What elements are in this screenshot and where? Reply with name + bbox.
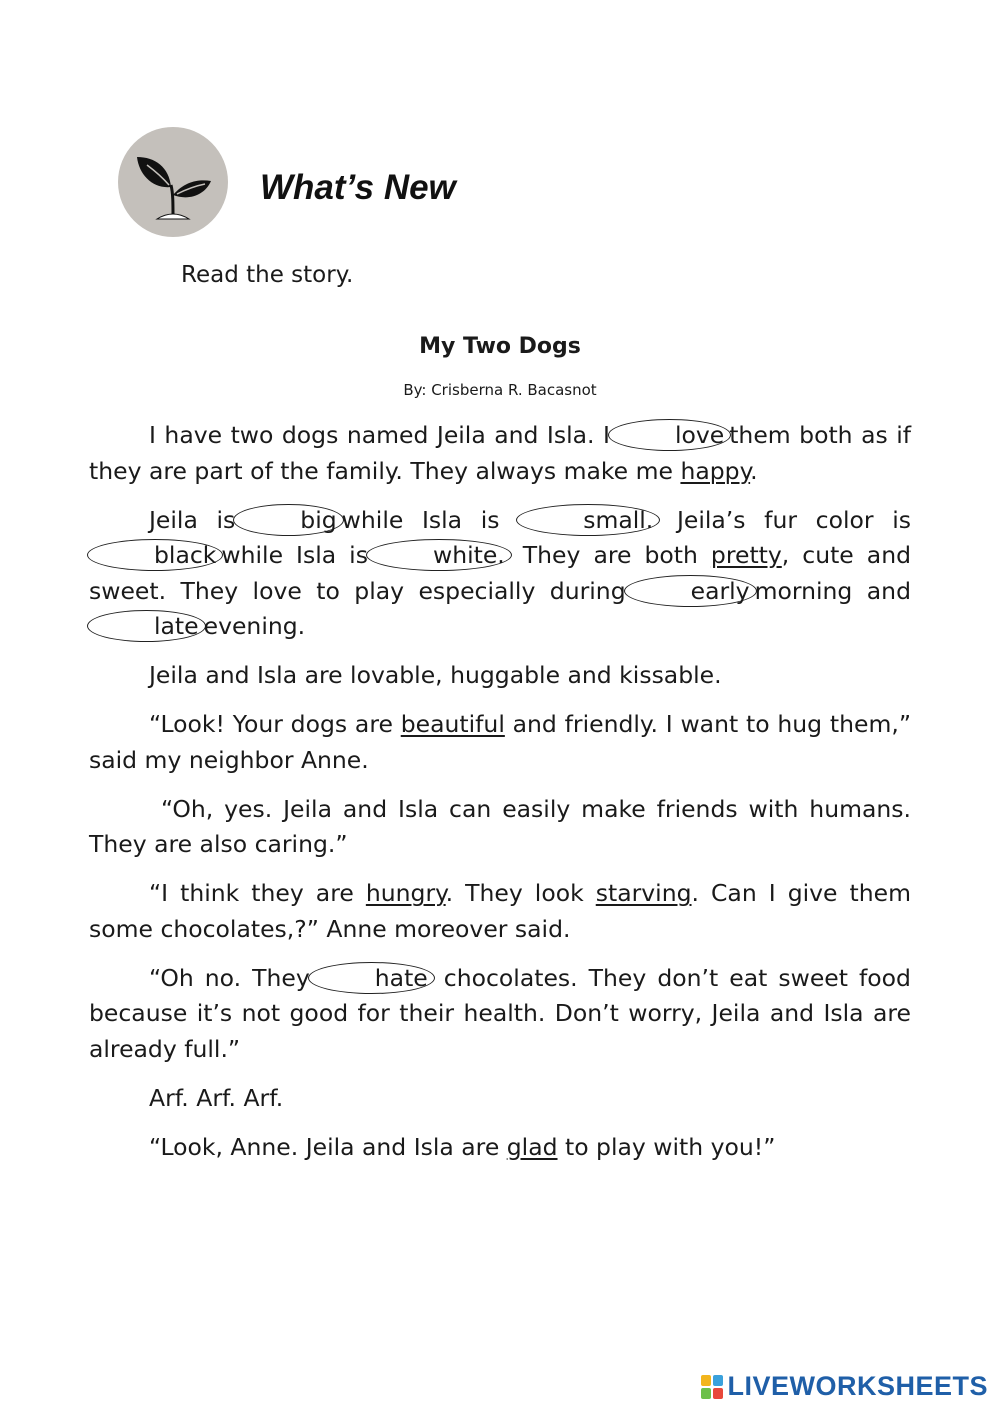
- story-text: . Can I give them some chocolates,?” Anne moreover said.: [89, 879, 911, 943]
- circled-word: big: [233, 504, 343, 536]
- circled-word: hate: [308, 962, 435, 994]
- logo-square: [713, 1388, 723, 1399]
- story-text: , cute and sweet. They love to play especially during: [89, 541, 912, 605]
- story-text: to play with you!”: [557, 1132, 776, 1161]
- story-text: “Look, Anne. Jeila and Isla are: [149, 1132, 507, 1161]
- story-text: .: [750, 456, 758, 485]
- story-text: I have two dogs named Jeila and Isla. I: [149, 421, 610, 449]
- sprout-icon: [118, 127, 228, 237]
- story-paragraph: [89, 658, 911, 694]
- story-paragraph: [89, 961, 911, 1068]
- story-text: evening.: [203, 612, 306, 640]
- story-text: “I think they are: [149, 879, 366, 907]
- watermark-text: LIVEWORKSHEETS: [727, 1371, 988, 1401]
- story-text: . They look: [445, 879, 596, 907]
- story-paragraph: [89, 503, 911, 645]
- circled-word: black: [87, 539, 223, 571]
- story-text: Arf. Arf. Arf.: [149, 1083, 284, 1112]
- instruction-text: Read the story.: [181, 262, 354, 288]
- underlined-word: glad: [506, 1132, 558, 1161]
- logo-square: [701, 1375, 711, 1386]
- underlined-word: happy: [680, 456, 751, 485]
- liveworksheets-watermark: [701, 1371, 988, 1402]
- logo-square: [713, 1375, 723, 1386]
- story-paragraph: [89, 1081, 911, 1117]
- circled-word: white.: [366, 539, 512, 571]
- story-title: My Two Dogs: [419, 334, 581, 359]
- story-text: Jeila and Isla are lovable, huggable and kissable.: [149, 661, 722, 689]
- underlined-word: beautiful: [400, 710, 505, 738]
- underlined-word: pretty: [710, 541, 782, 569]
- circled-word: small.: [516, 504, 660, 536]
- story-author: By: Crisberna R. Bacasnot: [403, 381, 597, 399]
- logo-square: [701, 1388, 711, 1399]
- story-paragraph: [89, 1130, 911, 1166]
- story-text: chocolates. They don’t eat sweet food because it’s not good for their health. Don’t worry, Jeila and Isla are already full.”: [89, 963, 911, 1063]
- story-paragraph: [89, 792, 911, 863]
- circled-word: late: [87, 610, 206, 642]
- story-text: Jeila’s fur color is: [658, 505, 911, 534]
- circled-word: early: [624, 575, 757, 607]
- story-text: morning and: [754, 576, 911, 605]
- story-text: while Isla is: [221, 541, 368, 569]
- story-text: “Oh no. They: [149, 963, 310, 992]
- story-paragraph: [89, 418, 911, 489]
- story-text: They are both: [509, 541, 711, 569]
- circled-word: love: [608, 419, 731, 451]
- story-body: [89, 418, 911, 1179]
- story-paragraph: [89, 876, 911, 947]
- story-text: “Look! Your dogs are: [149, 710, 401, 738]
- underlined-word: starving: [595, 879, 692, 907]
- story-text: and friendly. I want to hug them,” said my neighbor Anne.: [89, 710, 911, 774]
- story-text: while Isla is: [341, 505, 519, 534]
- story-text: “Oh, yes. Jeila and Isla can easily make friends with humans. They are also caring.”: [89, 794, 911, 858]
- liveworksheets-logo-icon: [701, 1375, 723, 1399]
- story-text: them both as if they are part of the family. They always make me: [89, 421, 912, 485]
- underlined-word: hungry: [365, 879, 446, 907]
- section-title: What’s New: [260, 168, 456, 207]
- story-text: Jeila is: [149, 505, 236, 534]
- story-paragraph: [89, 707, 911, 778]
